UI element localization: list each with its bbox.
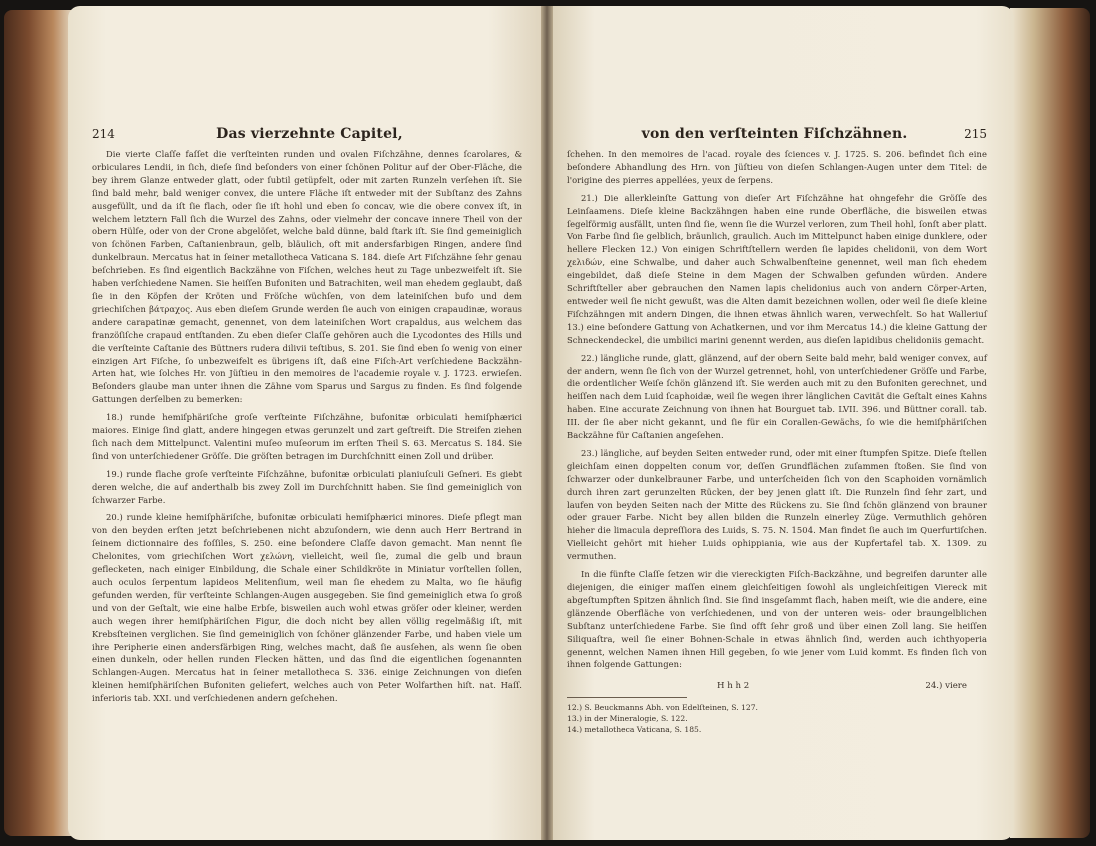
catchword: 24.) viere	[925, 681, 967, 692]
footnote: 14.) metallotheca Vaticana, S. 185.	[567, 725, 702, 735]
left-paragraph: 19.) runde flache groſe verſteinte Fiſchzähne, bufonitæ orbiculati planiuſculi Geſneri. Es giebt deren welche, die auf anderthalb bis zwey Zoll im Durchſchnitt haben. Sie ſind gemeiniglich von ſchwarzer Farbe.	[92, 468, 522, 505]
footnote: 12.) S. Beuckmanns Abh. von Edelſteinen, S. 127.	[567, 703, 758, 713]
footnote-rule	[567, 697, 687, 698]
footnote: 13.) in der Mineralogie, S. 122.	[567, 714, 688, 724]
right-running-title: von den verſteinten Fiſchzähnen.	[641, 126, 908, 142]
right-paragraph: 22.) längliche runde, glatt, glänzend, auf der obern Seite bald mehr, bald weniger convex, auf der andern, wenn ſie ſich von der Wurzel getrennet, hohl, von unterſchiedener Gröſſe und Farbe, die ordentlicher Weiſe ſchön glänzend iſt. Sie werden auch mit zu den Bufoniten gerechnet, und heiſſen nach dem Luid ſcaphoidæ, weil ſie wegen ihrer länglichen Cavität die Geſtalt eines Kahns haben. Eine accurate Zeichnung von ihnen hat Bourguet tab. LVII. 396. und Büttner corall. tab. III. der ſie aber nicht gekannt, und ſie für ein Corallen-Gewächs, ſo wie die hemiſphäriſchen Backzähne für Caſtanien angeſehen.	[567, 352, 987, 441]
right-page-number: 215	[964, 127, 987, 141]
book-gutter	[541, 6, 553, 840]
book-edge-right	[1010, 8, 1090, 838]
left-paragraph: Die vierte Claſſe faſſet die verſteinten runden und ovalen Fiſchzähne, dennes ſcarolares, & orbiculares Lendii, in ſich, dieſe ſind beſonders von einer ſchönen Politur auf der Ober-Fläche, die bey ihrem Glanze entweder glatt, oder ſubtil getüpfelt, oder mit zarten Runzeln verſehen iſt. Sie ſind bald mehr, bald weniger convex, die untere Fläche iſt entweder mit der Subſtanz des Zahns ausgefüllt, und da iſt ſie flach, oder ſie iſt hohl und eben ſo concav, wie die obere convex iſt, in welchem letztern Fall ſich die Wurzel des Zahns, oder vielmehr der concave innere Theil von der obern Hülſe, oder von der Crone abgelöſet, welche bald dünne, bald ſtark iſt. Sie ſind gemeiniglich von ſchönen Farben, Caſtanienbraun, gelb, bläulich, oft mit andersfarbigen Ringen, andere ſind dunkelbraun. Mercatus hat in ſeiner metallotheca Vaticana S. 184. dieſe Art Fiſchzähne ſehr genau beſchrieben. Es ſind eigentlich Backzähne von Fiſchen, welches heut zu Tage unbezweifelt iſt. Sie haben verſchiedene Namen. Sie heiſſen Bufoniten und Batrachiten, weil man ehedem geglaubt, daß ſie in den Köpfen der Kröten und Fröſche wüchſen, von dem lateiniſchen bufo und dem griechiſchen βάτραχος. Aus eben dieſem Grunde werden ſie auch von einigen crapaudinæ, woraus andere carapatinæ gemacht, genennet, von dem lateiniſchen Wort crapaldus, aus welchem das franzöſiſche crapaud entſtanden. Zu eben dieſer Claſſe gehören auch die Lycodontes des Hills und die verſteinte Caſtanie des Büttners rudera dilivii teſtibus, S. 201. Sie ſind eben ſo wenig von einer einzigen Art Fiſche, ſo unbezweifelt es übrigens iſt, daß eine Fiſch-Art verſchiedene Backzähn-Arten hat, wie ſolches Hr. von Jüſtieu in den memoires de l'academie royale v. J. 1723. erwieſen. Beſonders glaube man unter ihnen die Zähne vom Sparus und Sargus zu finden. Es ſind folgende Gattungen derſelben zu bemerken:	[92, 149, 522, 405]
right-page-text	[567, 126, 987, 735]
left-running-title: Das vierzehnte Capitel,	[216, 126, 403, 142]
right-running-head	[567, 126, 987, 142]
signature-mark: H h h 2	[717, 681, 750, 692]
right-paragraph: 23.) längliche, auf beyden Seiten entweder rund, oder mit einer ſtumpfen Spitze. Dieſe ſtellen gleichſam einen doppelten conum vor, deſſen Grundflächen zuſammen ſtoßen. Sie ſind von ſchwarzer oder dunkelbrauner Farbe, und unterſcheiden ſich von den Scaphoiden vornämlich durch ihren zart gerunzelten Rücken, der bey jenen glatt iſt. Die Runzeln ſind ſehr zart, und laufen von beyden Seiten nach der Mitte des Rückens zu. Sie ſind ſchön glänzend von brauner oder grauer Farbe. Nicht bey allen bilden die Runzeln einerley Züge. Vermuthlich gehören hieher die limacula depreſſiora des Luids, S. 75. N. 1504. Man findet ſie auch im Querfurtiſchen. Vielleicht gehört mit hieher Luids ophippiania, wie aus der Kupfertafel tab. X. 1309. zu vermuthen.	[567, 447, 987, 562]
left-page-text	[92, 126, 522, 705]
left-paragraph: 18.) runde hemiſphäriſche groſe verſteinte Fiſchzähne, bufonitæ orbiculati hemiſphærici maiores. Einige ſind glatt, andere hingegen etwas gerunzelt und zart geſtreift. Die Streifen ziehen ſich nach dem Mittelpunct. Valentini muſeo muſeorum im erſten Theil S. 63. Mercatus S. 184. Sie ſind von unterſchiedener Gröſſe. Die gröſten betragen im Durchſchnitt einen Zoll und drüber.	[92, 412, 522, 461]
signature-line	[567, 681, 987, 691]
left-page-number: 214	[92, 127, 115, 141]
book-edge-left	[4, 10, 74, 836]
right-paragraph: 21.) Die allerkleinſte Gattung von dieſer Art Fiſchzähne hat ohngefehr die Gröſſe des Leinſaamens. Dieſe kleine Backzähngen haben eine runde Oberfläche, die bisweilen etwas ſegelförmig ausfällt, unten ſind ſie, wenn ſie die Wurzel verloren, zum Theil hohl, ſonſt aber platt. Von Farbe ſind ſie gelblich, bräunlich, graulich. Auch im Mittelpunct haben einige dunklere, oder hellere Flecken 12.) Von einigen Schriftſtellern werden ſie lapides chelidonii, von dem Wort χελιδών, eine Schwalbe, und daher auch Schwalbenſteine genennet, weil man ſich ehedem eingebildet, daß dieſe Steine in dem Magen der Schwalben gefunden würden. Andere Schriftſteller aber gebrauchen den Namen lapis chelidonius auch von andern Cörper-Arten, entweder weil ſie nicht gewußt, was die Alten damit bezeichnen wollen, oder weil ſie dieſe kleine Fiſchzähngen mit andern Dingen, die ihnen etwas ähnlich waren, verwechſelt. So hat Walleriuſ 13.) eine beſondere Gattung von Achatkernen, und vor ihm Mercatus 14.) die kleine Gattung der Schneckendeckel, die umbilici marini genennt werden, aus dieſen lapidibus chelidoniis gemacht.	[567, 192, 987, 345]
right-paragraph: In die fünfte Claſſe ſetzen wir die viereckigten Fiſch-Backzähne, und begreifen darunter alle diejenigen, die einiger maſſen einem gleichſeitigen ſowohl als ungleichſeitigen Viereck mit abgeſtumpften Spitzen ähnlich ſind. Sie ſind insgeſammt flach, haben meiſt, wie die andere, eine glänzende Oberfläche von verſchiedenen, und von der unteren weis- oder braungelblichen Subſtanz unterſchiedene Farbe. Sie ſind offt ſehr groß und über einen Zoll lang. Sie heiſſen Siliquaſtra, weil ſie einer Bohnen-Schale in etwas ähnlich ſind, werden auch ichthyoperia genennt, welchen Namen ihnen Hill gegeben, ſo wie jener vom Luid kommt. Es finden ſich von ihnen folgende Gattungen:	[567, 569, 987, 670]
left-running-head	[92, 126, 522, 142]
right-paragraph: ſchehen. In den memoires de l'acad. royale des ſciences v. J. 1725. S. 206. befindet ſich eine beſondere Abhandlung des Hrn. von Jüſtieu von dieſen Schlangen-Augen unter dem Titel: de l'origine des pierres appellées, yeux de ſerpens.	[567, 149, 987, 185]
left-paragraph: 20.) runde kleine hemiſphäriſche, bufonitæ orbiculati hemiſphærici minores. Dieſe pflegt man von den beyden erſten jetzt beſchriebenen nicht abzuſondern, wie denn auch Herr Bertrand in ſeinem dictionnaire des foſſiles, S. 250. eine beſondere Claſſe davon gemacht. Man nennt ſie Chelonites, vom griechiſchen Wort χελώνη, vielleicht, weil ſie, zumal die gelb und braun geflecketen, nach einiger Einbildung, die Schale einer Schildkröte in Miniatur vorſtellen ſollen, auch oculos ſerpentum lapideos Melitenſium, weil man ſie ehedem zu Malta, wo ſie häufig gefunden werden, für verſteinte Schlangen-Augen ausgegeben. Sie ſind gemeiniglich etwa ſo groß und von der Geſtalt, wie eine halbe Erbſe, bisweilen auch wohl etwas gröſer oder kleiner, werden auch wegen ihrer hemiſphäriſchen Figur, die doch nicht bey allen völlig regelmäßig iſt, mit Krebsſteinen verglichen. Sie ſind gemeiniglich von ſchöner glänzender Farbe, und haben viele um ihre Peripherie einen andersfärbigen Ring, welches macht, daß ſie ausſehen, als wenn ſie oben einen dunkeln, oder hellen runden Flecken hätten, und das ſind die eigentlichen ſogenannten Schlangen-Augen. Mercatus hat in ſeiner metallotheca S. 336. einige Zeichnungen von dieſen kleinen hemiſphäriſchen Bufoniten geliefert, welches auch von Peter Wolfarthen hiſt. nat. Haſſ. inferioris tab. XXI. und verſchiedenen andern geſchehen.	[92, 512, 522, 704]
